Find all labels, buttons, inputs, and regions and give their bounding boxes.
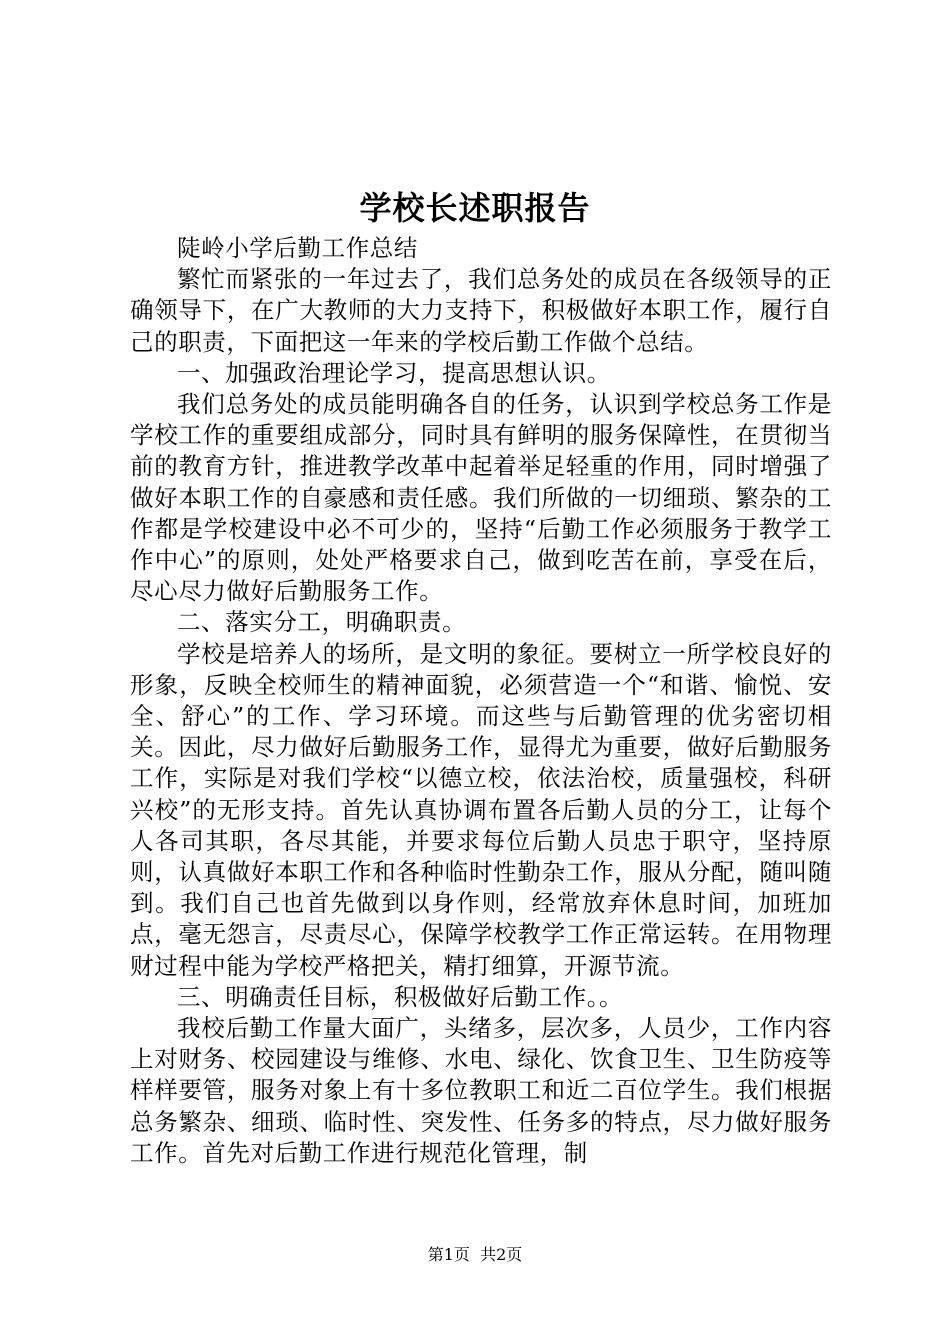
section-heading-1: 一、加强政治理论学习，提高思想认识。 [177,358,611,387]
paragraph-section-2: 学校是培养人的场所，是文明的象征。要树立一所学校良好的形象，反映全校师生的精神面貌，必须营造一个“和谐、愉悦、安全、舒心”的工作、学习环境。而这些与后勤管理的优劣密切相关。因此，尽力做好后勤服务工作，显得尤为重要，做好后勤服务工作，实际是对我们学校“以德立校，依法治校，质量强校，科研兴校”的无形支持。首先认真协调布置各后勤人员的分工，让每个人各司其职，各尽其能，并要求每位后勤人员忠于职守，坚持原则，认真做好本职工作和各种临时性勤杂工作，服从分配，随叫随到。我们自己也首先做到以身作则，经常放弃休息时间，加班加点，毫无怨言，尽责尽心，保障学校教学工作正常运转。在用物理财过程中能为学校严格把关，精打细算，开源节流。 [130,639,832,980]
section-heading-2: 二、落实分工，明确职责。 [177,608,467,637]
footer-page-prefix: 第 [427,1245,444,1264]
footer-page-mid: 页 共 [453,1245,497,1264]
document-title: 学校长述职报告 [359,189,591,227]
document-body [130,233,832,1169]
paragraph-section-1: 我们总务处的成员能明确各自的任务，认识到学校总务工作是学校工作的重要组成部分，同时具有鲜明的服务保障性，在贯彻当前的教育方针，推进教学改革中起着举足轻重的作用，同时增强了做好本职工作的自豪感和责任感。我们所做的一切细琐、繁杂的工作都是学校建设中必不可少的，坚持“后勤工作必须服务于教学工作中心”的原则，处处严格要求自己，做到吃苦在前，享受在后，尽心尽力做好后勤服务工作。 [130,390,832,606]
section-heading-3: 三、明确责任目标，积极做好后勤工作。。 [177,982,624,1011]
paragraph-intro: 繁忙而紧张的一年过去了，我们总务处的成员在各级领导的正确领导下，在广大教师的大力支持下，积极做好本职工作，履行自己的职责，下面把这一年来的学校后勤工作做个总结。 [130,265,832,356]
page-footer [0,1245,950,1265]
footer-page-total: 2 [496,1245,507,1264]
footer-page-current: 1 [443,1245,454,1264]
footer-page-suffix: 页 [506,1245,523,1264]
paragraph-subtitle: 陡岭小学后勤工作总结 [177,234,418,262]
paragraph-section-3: 我校后勤工作量大面广，头绪多，层次多，人员少，工作内容上对财务、校园建设与维修、水电、绿化、饮食卫生、卫生防疫等样样要管，服务对象上有十多位教职工和近二百位学生。我们根据总务繁杂、细琐、临时性、突发性、任务多的特点，尽力做好服务工作。首先对后勤工作进行规范化管理，制 [130,1014,832,1167]
